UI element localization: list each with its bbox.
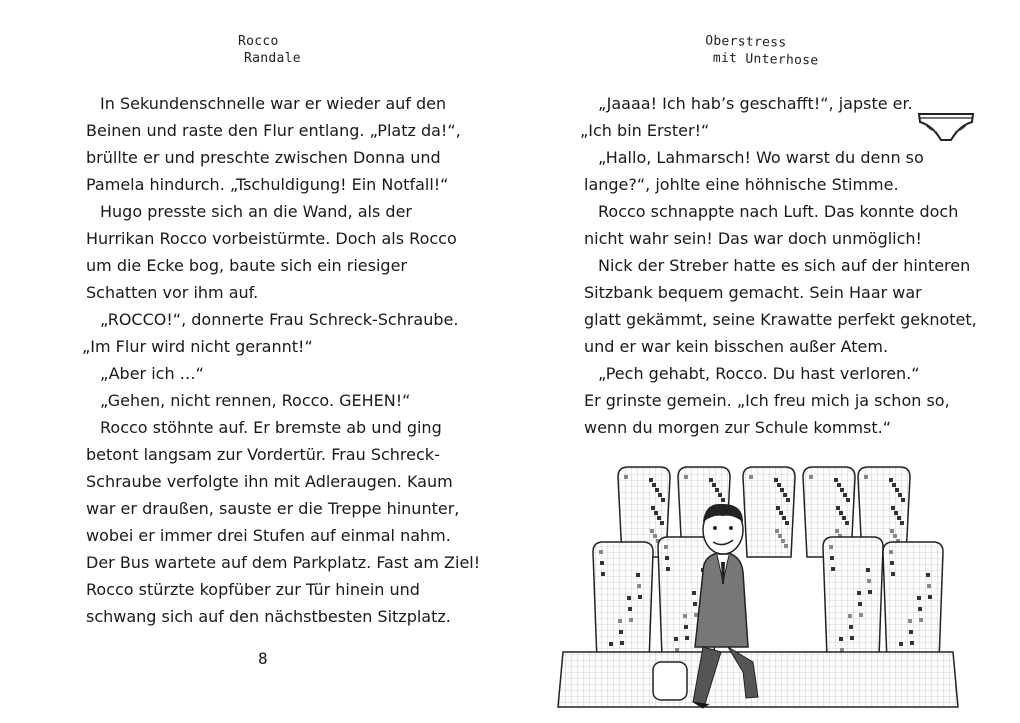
text-line: um die Ecke bog, baute sich ein riesiger	[86, 256, 407, 275]
fabric-dot	[849, 625, 853, 629]
fabric-dot	[901, 498, 905, 502]
fabric-dot	[786, 498, 790, 502]
fabric-dot	[776, 506, 780, 510]
fabric-dot	[674, 637, 678, 641]
fabric-dot	[664, 545, 668, 549]
fabric-dot	[652, 483, 656, 487]
fabric-dot	[685, 636, 689, 640]
header-line: Rocco	[238, 34, 279, 49]
fabric-dot	[618, 619, 622, 623]
fabric-dot	[658, 493, 662, 497]
fabric-dot	[629, 618, 633, 622]
fabric-dot	[661, 498, 665, 502]
fabric-dot	[868, 590, 872, 594]
text-line: Sitzbank bequem gemacht. Sein Haar war	[584, 283, 922, 302]
fabric-dot	[780, 488, 784, 492]
fabric-dot	[919, 618, 923, 622]
seat-back	[743, 467, 795, 557]
fabric-dot	[897, 516, 901, 520]
text-line: Pamela hindurch. „Tschuldigung! Ein Notfall!“	[86, 175, 449, 194]
fabric-dot	[785, 521, 789, 525]
fabric-dot	[620, 641, 624, 645]
fabric-dot	[624, 475, 628, 479]
fabric-dot	[839, 637, 843, 641]
left-body-text	[82, 90, 481, 630]
text-line: „Gehen, nicht rennen, Rocco. GEHEN!“	[100, 391, 411, 410]
text-line: Schatten vor ihm auf.	[86, 283, 259, 302]
fabric-dot	[649, 478, 653, 482]
fabric-dot	[638, 595, 642, 599]
fabric-dot	[628, 607, 632, 611]
fabric-dot	[784, 544, 788, 548]
text-line: „Pech gehabt, Rocco. Du hast verloren.“	[598, 364, 920, 383]
fabric-dot	[657, 516, 661, 520]
fabric-dot	[749, 475, 753, 479]
text-line: Der Bus wartete auf dem Parkplatz. Fast am Ziel!	[86, 553, 481, 572]
fabric-dot	[908, 619, 912, 623]
running-header-right	[705, 33, 820, 70]
text-line: Rocco schnappte nach Luft. Das konnte doch	[598, 202, 959, 221]
fabric-dot	[836, 506, 840, 510]
text-line: betont langsam zur Vordertür. Frau Schreck-	[86, 445, 440, 464]
fabric-dot	[864, 475, 868, 479]
fabric-dot	[651, 506, 655, 510]
fabric-dot	[660, 521, 664, 525]
fabric-dot	[650, 529, 654, 533]
fabric-dot	[712, 483, 716, 487]
running-header-left	[238, 33, 301, 67]
text-line: wenn du morgen zur Schule kommst.“	[584, 418, 892, 437]
fabric-dot	[627, 596, 631, 600]
page-number: 8	[258, 649, 268, 668]
text-line: „Ich bin Erster!“	[580, 121, 710, 140]
fabric-dot	[831, 567, 835, 571]
fabric-dot	[889, 478, 893, 482]
fabric-dot	[779, 511, 783, 515]
fabric-dot	[889, 550, 893, 554]
fabric-dot	[829, 545, 833, 549]
fabric-dot	[809, 475, 813, 479]
fabric-dot	[895, 488, 899, 492]
text-line: „Im Flur wird nicht gerannt!“	[82, 337, 313, 356]
text-line: Hugo presste sich an die Wand, als der	[100, 202, 412, 221]
bus-seats-illustration	[553, 462, 963, 712]
text-line: Schraube verfolgte ihn mit Adleraugen. Kaum	[86, 472, 453, 491]
fabric-dot	[866, 568, 870, 572]
fabric-dot	[775, 529, 779, 533]
fabric-dot	[718, 493, 722, 497]
text-line: „Jaaaa! Ich hab’s geschafft!“, japste er.	[598, 94, 913, 113]
fabric-dot	[655, 488, 659, 492]
fabric-dot	[839, 511, 843, 515]
fabric-dot	[890, 561, 894, 565]
fabric-dot	[848, 614, 852, 618]
text-line: Beinen und raste den Flur entlang. „Platz da!“,	[86, 121, 461, 140]
fabric-dot	[890, 529, 894, 533]
fabric-dot	[842, 516, 846, 520]
fabric-dot	[774, 478, 778, 482]
fabric-dot	[840, 488, 844, 492]
fabric-dot	[721, 498, 725, 502]
fabric-dot	[893, 534, 897, 538]
text-line: schwang sich auf den nächstbesten Sitzplatz.	[86, 607, 451, 626]
fabric-dot	[665, 556, 669, 560]
text-line: brüllte er und preschte zwischen Donna und	[86, 148, 441, 167]
fabric-dot	[709, 478, 713, 482]
text-line: lange?“, johlte eine höhnische Stimme.	[584, 175, 899, 194]
text-line: glatt gekämmt, seine Krawatte perfekt geknotet,	[584, 310, 977, 329]
fabric-dot	[835, 529, 839, 533]
text-line: und er war kein bisschen außer Atem.	[584, 337, 889, 356]
text-line: nicht wahr sein! Das war doch unmöglich!	[584, 229, 922, 248]
fabric-dot	[637, 584, 641, 588]
fabric-dot	[683, 614, 687, 618]
fabric-dot	[850, 636, 854, 640]
fabric-dot	[846, 498, 850, 502]
fabric-dot	[653, 534, 657, 538]
fabric-dot	[898, 493, 902, 497]
fabric-dot	[834, 478, 838, 482]
fabric-dot	[600, 561, 604, 565]
fabric-dot	[891, 506, 895, 510]
fabric-dot	[599, 550, 603, 554]
fabric-dot	[899, 642, 903, 646]
fabric-dot	[857, 591, 861, 595]
fabric-dot	[830, 556, 834, 560]
fabric-dot	[783, 493, 787, 497]
fabric-dot	[684, 625, 688, 629]
fabric-dot	[601, 572, 605, 576]
fabric-dot	[778, 534, 782, 538]
text-line: Hurrikan Rocco vorbeistürmte. Doch als Rocco	[86, 229, 457, 248]
fabric-dot	[928, 595, 932, 599]
fabric-dot	[619, 630, 623, 634]
fabric-dot	[859, 613, 863, 617]
text-line: In Sekundenschnelle war er wieder auf den	[100, 94, 447, 113]
fabric-dot	[684, 475, 688, 479]
fabric-dot	[918, 607, 922, 611]
fabric-dot	[858, 602, 862, 606]
fabric-dot	[636, 573, 640, 577]
fabric-dot	[892, 483, 896, 487]
header-line: Oberstress	[705, 33, 787, 51]
fabric-dot	[845, 521, 849, 525]
fabric-dot	[867, 579, 871, 583]
fabric-dot	[909, 630, 913, 634]
fabric-dot	[917, 596, 921, 600]
fabric-dot	[837, 483, 841, 487]
text-line: Nick der Streber hatte es sich auf der hinteren	[598, 256, 971, 275]
fabric-dot	[891, 572, 895, 576]
text-line: „Hallo, Lahmarsch! Wo warst du denn so	[598, 148, 924, 167]
text-line: Rocco stöhnte auf. Er bremste ab und ging	[100, 418, 442, 437]
text-line: wobei er immer drei Stufen auf einmal nahm.	[86, 526, 451, 545]
fabric-dot	[781, 539, 785, 543]
fabric-dot	[715, 488, 719, 492]
text-line: war er draußen, sauste er die Treppe hinunter,	[86, 499, 460, 518]
fabric-dot	[777, 483, 781, 487]
fabric-dot	[900, 521, 904, 525]
fabric-dot	[609, 642, 613, 646]
fabric-dot	[693, 602, 697, 606]
fabric-dot	[843, 493, 847, 497]
bench-seat	[558, 652, 958, 707]
fabric-dot	[666, 567, 670, 571]
fabric-dot	[692, 591, 696, 595]
header-line: Randale	[244, 51, 301, 66]
bag-icon	[653, 662, 687, 700]
fabric-dot	[910, 641, 914, 645]
fabric-dot	[927, 584, 931, 588]
fabric-dot	[782, 516, 786, 520]
underpants-illustration	[915, 108, 977, 144]
text-line: Rocco stürzte kopfüber zur Tür hinein und	[86, 580, 420, 599]
right-page	[510, 0, 1020, 723]
fabric-dot	[926, 573, 930, 577]
text-line: „ROCCO!“, donnerte Frau Schreck-Schraube.	[100, 310, 459, 329]
header-line: mit Unterhose	[712, 50, 819, 69]
fabric-dot	[694, 613, 698, 617]
text-line: Er grinste gemein. „Ich freu mich ja schon so,	[584, 391, 950, 410]
fabric-dot	[654, 511, 658, 515]
text-line: „Aber ich …“	[100, 364, 204, 383]
fabric-dot	[894, 511, 898, 515]
